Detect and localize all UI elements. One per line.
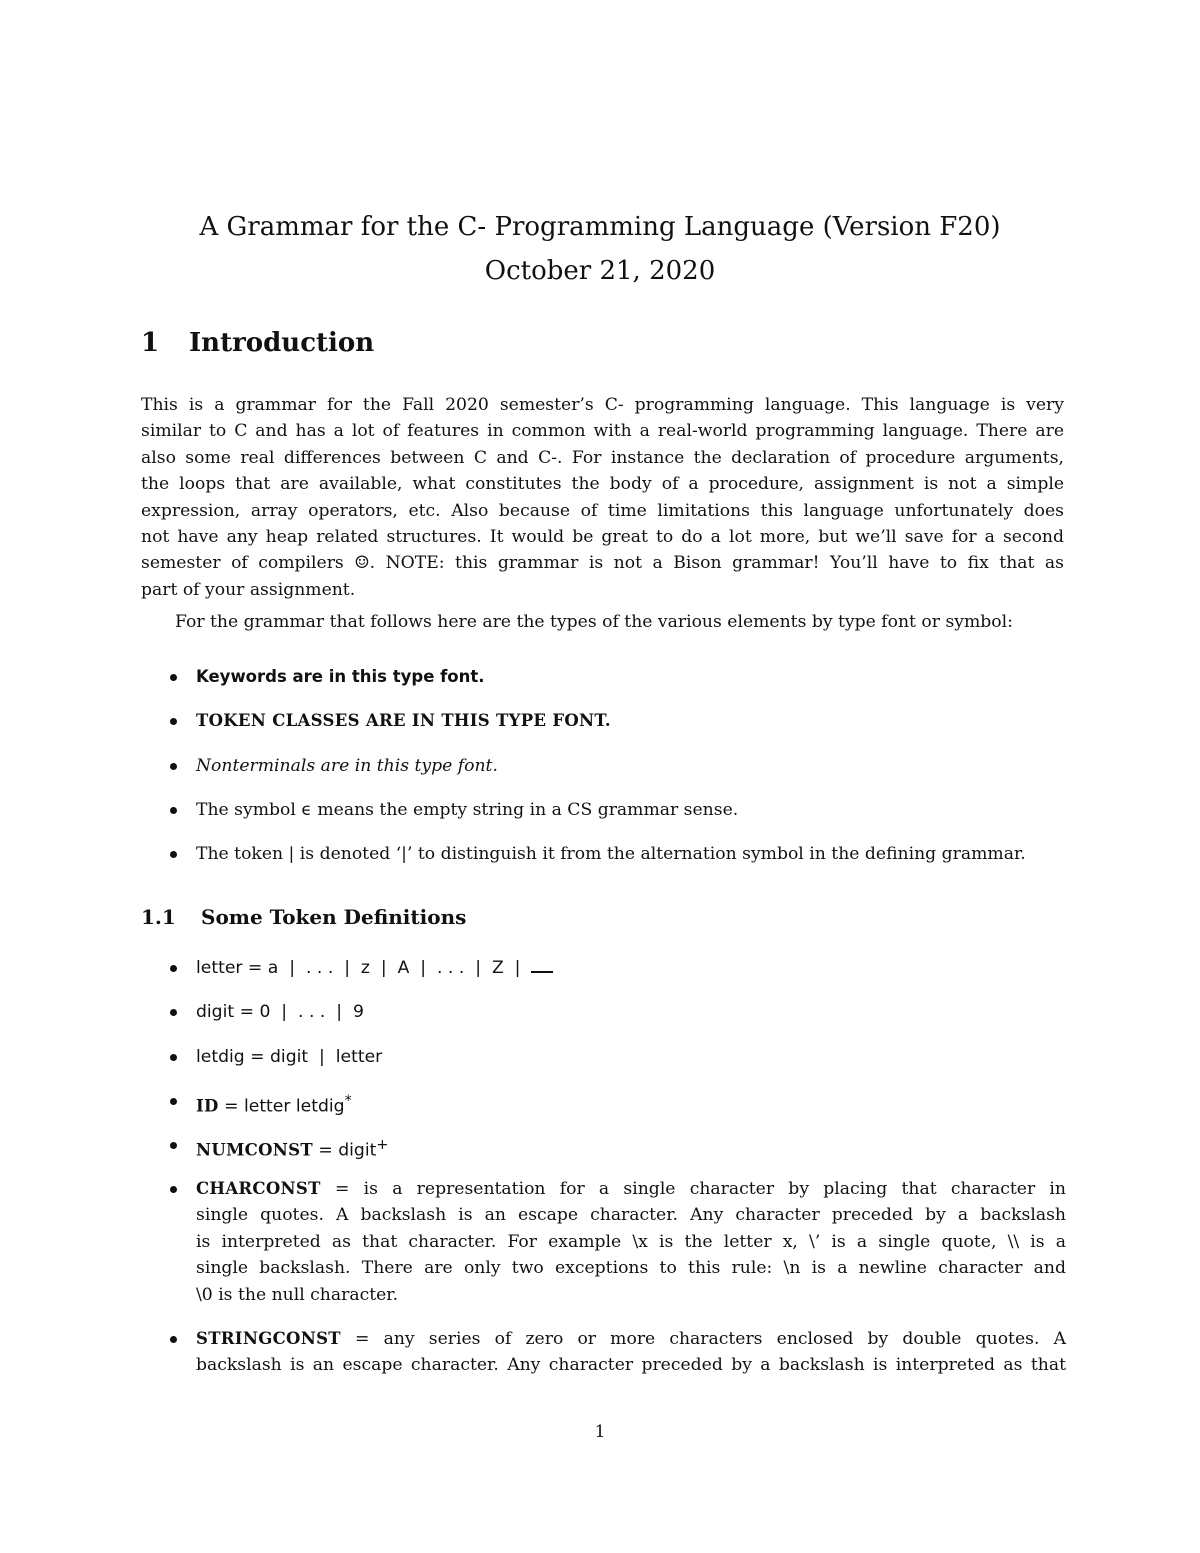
epsilon-explanation — [196, 797, 1066, 823]
bullet-icon — [170, 718, 177, 725]
section-1-1-heading — [141, 905, 466, 929]
nonterminals-example: Nonterminals are in this type font. — [196, 756, 498, 776]
bullet-icon — [170, 1186, 177, 1193]
pipe-token-explanation: The token | is denoted ‘|’ to distinguish it from the alternation symbol in the defining grammar. — [196, 844, 1026, 864]
text-fragment: The symbol — [196, 800, 296, 820]
numconst-definition — [196, 1132, 1066, 1164]
section-number: 1.1 — [141, 905, 176, 929]
document-title-block — [0, 205, 1200, 293]
bullet-icon — [170, 1009, 177, 1016]
section-title: Introduction — [189, 328, 375, 358]
bullet-icon — [170, 965, 177, 972]
bullet-icon — [170, 1336, 177, 1343]
charconst-definition — [196, 1176, 1066, 1308]
font-legend-intro: For the grammar that follows here are the types of the various elements by type font or symbol: — [175, 612, 1013, 632]
bullet-icon — [170, 674, 177, 681]
intro-paragraph — [141, 392, 1064, 603]
paragraph-line: part of your assignment. — [141, 579, 356, 600]
definition-line — [196, 1326, 1066, 1352]
definition-line: single quotes. A backslash is an escape character. Any character preceded by a backslash — [196, 1205, 1066, 1226]
keywords-example: Keywords are in this type font. — [196, 667, 485, 686]
epsilon-symbol: ϵ — [301, 800, 312, 820]
bullet-icon — [170, 763, 177, 770]
definition-line: is interpreted as that character. For example \x is the letter x, \’ is a single quote, \\ is a — [196, 1231, 1066, 1252]
definition-line: backslash is an escape character. Any character preceded by a backslash is interpreted as that — [196, 1355, 1066, 1376]
token-name: NUMCONST — [196, 1140, 313, 1160]
letdig-definition: letdig = digit | letter — [196, 1047, 383, 1067]
bullet-icon — [170, 807, 177, 814]
paragraph-line: expression, array operators, etc. Also because of time limitations this language unfortunately does — [141, 500, 1064, 521]
document-date: October 21, 2020 — [484, 256, 716, 286]
definition-text: = digit — [312, 1140, 377, 1161]
bullet-icon — [170, 1054, 177, 1061]
underscore-symbol — [531, 961, 553, 973]
paragraph-line: semester of compilers ☺. NOTE: this grammar is not a Bison grammar! You’ll have to fix that as — [141, 553, 1064, 574]
definition-text: = is a representation for a single character by placing that character in — [320, 1179, 1066, 1199]
bullet-icon — [170, 851, 177, 858]
paragraph-line: similar to C and has a lot of features in common with a real-world programming language. There are — [141, 421, 1064, 442]
token-classes-example: TOKEN CLASSES ARE IN THIS TYPE FONT. — [196, 711, 611, 730]
paragraph-line: This is a grammar for the Fall 2020 semester’s C- programming language. This language is very — [141, 395, 1064, 415]
superscript: * — [344, 1093, 352, 1109]
paragraph-line: also some real differences between C and C-. For instance the declaration of procedure arguments, — [141, 447, 1064, 468]
paragraph-line: not have any heap related structures. It would be great to do a lot more, but we’ll save for a second — [141, 527, 1064, 548]
page-number: 1 — [594, 1422, 606, 1442]
stringconst-definition — [196, 1326, 1066, 1379]
bullet-icon — [170, 1142, 177, 1149]
definition-line: \0 is the null character. — [196, 1284, 399, 1305]
token-name: ID — [196, 1096, 219, 1116]
definition-text: = any series of zero or more characters enclosed by double quotes. A — [340, 1329, 1066, 1349]
definition-text: letter = a | . . . | z | A | . . . | Z | — [196, 958, 521, 978]
definition-line: single backslash. There are only two exceptions to this rule: \n is a newline character and — [196, 1258, 1066, 1279]
token-name: STRINGCONST — [196, 1329, 341, 1348]
document-title: A Grammar for the C- Programming Language (Version F20) — [199, 212, 1001, 242]
digit-definition: digit = 0 | . . . | 9 — [196, 1002, 364, 1022]
paragraph-line: the loops that are available, what constitutes the body of a procedure, assignment is not a simple — [141, 474, 1064, 495]
letter-definition — [196, 955, 1066, 981]
section-1-heading — [141, 328, 374, 358]
section-number: 1 — [141, 328, 160, 358]
section-title: Some Token Definitions — [201, 905, 467, 929]
superscript: + — [376, 1137, 389, 1153]
token-name: CHARCONST — [196, 1179, 321, 1198]
bullet-icon — [170, 1098, 177, 1105]
id-definition — [196, 1088, 1066, 1120]
text-fragment: means the empty string in a CS grammar sense. — [317, 800, 739, 820]
definition-text: = letter letdig — [218, 1096, 345, 1117]
definition-line — [196, 1176, 1066, 1202]
